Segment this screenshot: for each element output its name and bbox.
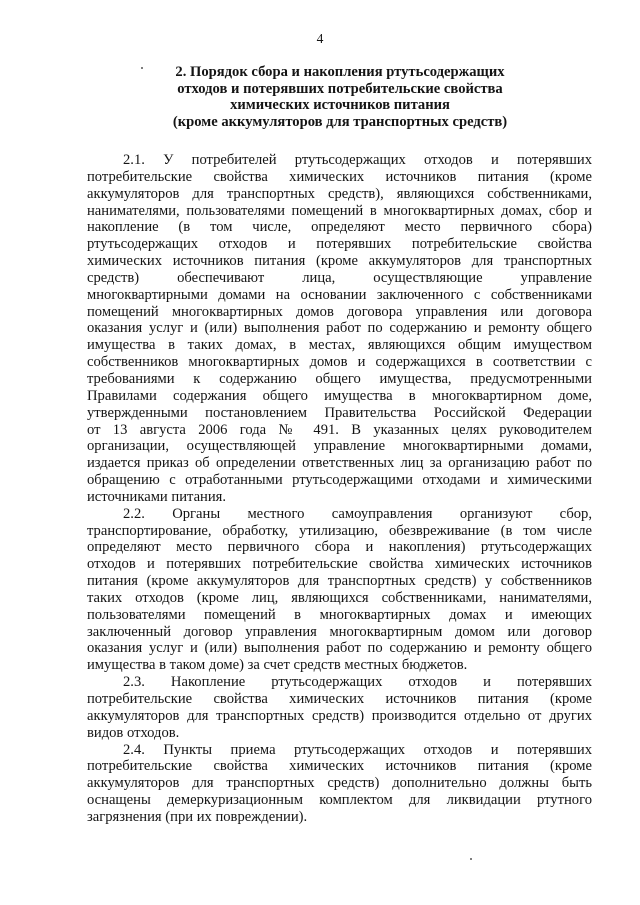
paragraph-line: многоквартирными домами на основании заключенного с собственниками [87, 286, 592, 303]
section-heading [100, 64, 580, 130]
paragraph-line: 2.2. Органы местного самоуправления организуют сбор, [123, 505, 592, 522]
paragraph-line: имущества в таком доме) за счет средств местных бюджетов. [87, 657, 468, 674]
paragraph-line: отходов и потерявших потребительские свойства химических источников [87, 556, 592, 573]
paragraph-2-2 [87, 506, 592, 674]
paragraph-line: транспортирование, обработку, утилизацию, обезвреживание (в том числе [87, 522, 592, 539]
paragraph-line: химических источников питания (кроме аккумуляторов для транспортных [87, 253, 592, 270]
section-body [87, 152, 592, 826]
section-heading-line: химических источников питания [230, 97, 450, 113]
paragraph-line: накопление (в том числе, определяют место первичного сбора) [87, 219, 592, 236]
paragraph-line: требованиями к содержанию общего имущества, предусмотренными [87, 370, 592, 387]
scan-speck [141, 67, 143, 69]
paragraph-line: помещений многоквартирных домов договора управления или договора [87, 303, 592, 320]
paragraph-line: утвержденными постановлением Правительства Российской Федерации [87, 404, 592, 421]
paragraph-line: определяют место первичного сбора и накопления) ртутьсодержащих [87, 539, 592, 556]
paragraph-line: потребительские свойства химических источников питания (кроме [87, 758, 592, 775]
paragraph-2-4 [87, 742, 592, 826]
scan-speck [470, 858, 472, 860]
paragraph-line: издается приказ об определении ответственных лиц за организацию работ по [87, 455, 592, 472]
paragraph-line: нанимателями, пользователями помещений в многоквартирных домах, сбор и [87, 202, 592, 219]
paragraph-line: источниками питания. [87, 488, 227, 505]
paragraph-line: таких отходов (кроме лиц, являющихся собственниками, нанимателями, [87, 589, 592, 606]
paragraph-line: потребительские свойства химических источников питания (кроме [87, 168, 592, 185]
paragraph-2-3 [87, 674, 592, 741]
paragraph-line: Правилами содержания общего имущества в многоквартирном доме, [87, 387, 592, 404]
paragraph-line: оснащены демеркуризационным комплектом для ликвидации ртутного [87, 792, 592, 809]
paragraph-line: имущества в таких домах, в местах, являющихся общим имуществом [87, 337, 592, 354]
paragraph-line: 2.3. Накопление ртутьсодержащих отходов и потерявших [123, 674, 592, 691]
paragraph-line: видов отходов. [87, 724, 180, 741]
paragraph-2-1 [87, 152, 592, 506]
paragraph-line: аккумуляторов для транспортных средств), являющихся собственниками, [87, 185, 592, 202]
paragraph-line: ртутьсодержащих отходов и потерявших потребительские свойства [87, 236, 592, 253]
paragraph-line: средств) обеспечивают лица, осуществляющие управление [87, 269, 592, 286]
section-heading-line: (кроме аккумуляторов для транспортных средств) [172, 113, 508, 130]
page-number: 4 [316, 31, 324, 46]
paragraph-line: заключенный договор управления многоквартирным домом или договор [87, 623, 592, 640]
paragraph-line: собственников многоквартирных домов и содержащихся в соответствии с [87, 354, 592, 371]
paragraph-line: загрязнения (при их повреждении). [87, 808, 308, 825]
paragraph-line: от 13 августа 2006 года № 491. В указанных целях руководителем [87, 421, 592, 438]
paragraph-line: потребительские свойства химических источников питания (кроме [87, 691, 592, 707]
section-heading-line: отходов и потерявших потребительские свойства [177, 80, 503, 97]
paragraph-line: организации, осуществляющей управление многоквартирными домами, [87, 438, 592, 455]
paragraph-line: обращению с отработанными ртутьсодержащими отходами и химическими [87, 472, 592, 489]
paragraph-line: 2.1. У потребителей ртутьсодержащих отходов и потерявших [123, 152, 592, 168]
paragraph-line: оказания услуг и (или) выполнения работ по содержанию и ремонту общего [87, 320, 592, 337]
paragraph-line: пользователями помещений в многоквартирных домах и имеющих [87, 606, 592, 623]
paragraph-line: питания (кроме аккумуляторов для транспортных средств) у собственников [87, 573, 592, 590]
paragraph-line: аккумуляторов для транспортных средств) дополнительно должны быть [87, 775, 592, 792]
paragraph-line: аккумуляторов для транспортных средств) производится отдельно от других [87, 707, 592, 724]
paragraph-line: 2.4. Пункты приема ртутьсодержащих отходов и потерявших [123, 741, 592, 758]
section-heading-line: 2. Порядок сбора и накопления ртутьсодержащих [175, 64, 505, 80]
paragraph-line: оказания услуг и (или) выполнения работ по содержанию и ремонту общего [87, 640, 592, 657]
